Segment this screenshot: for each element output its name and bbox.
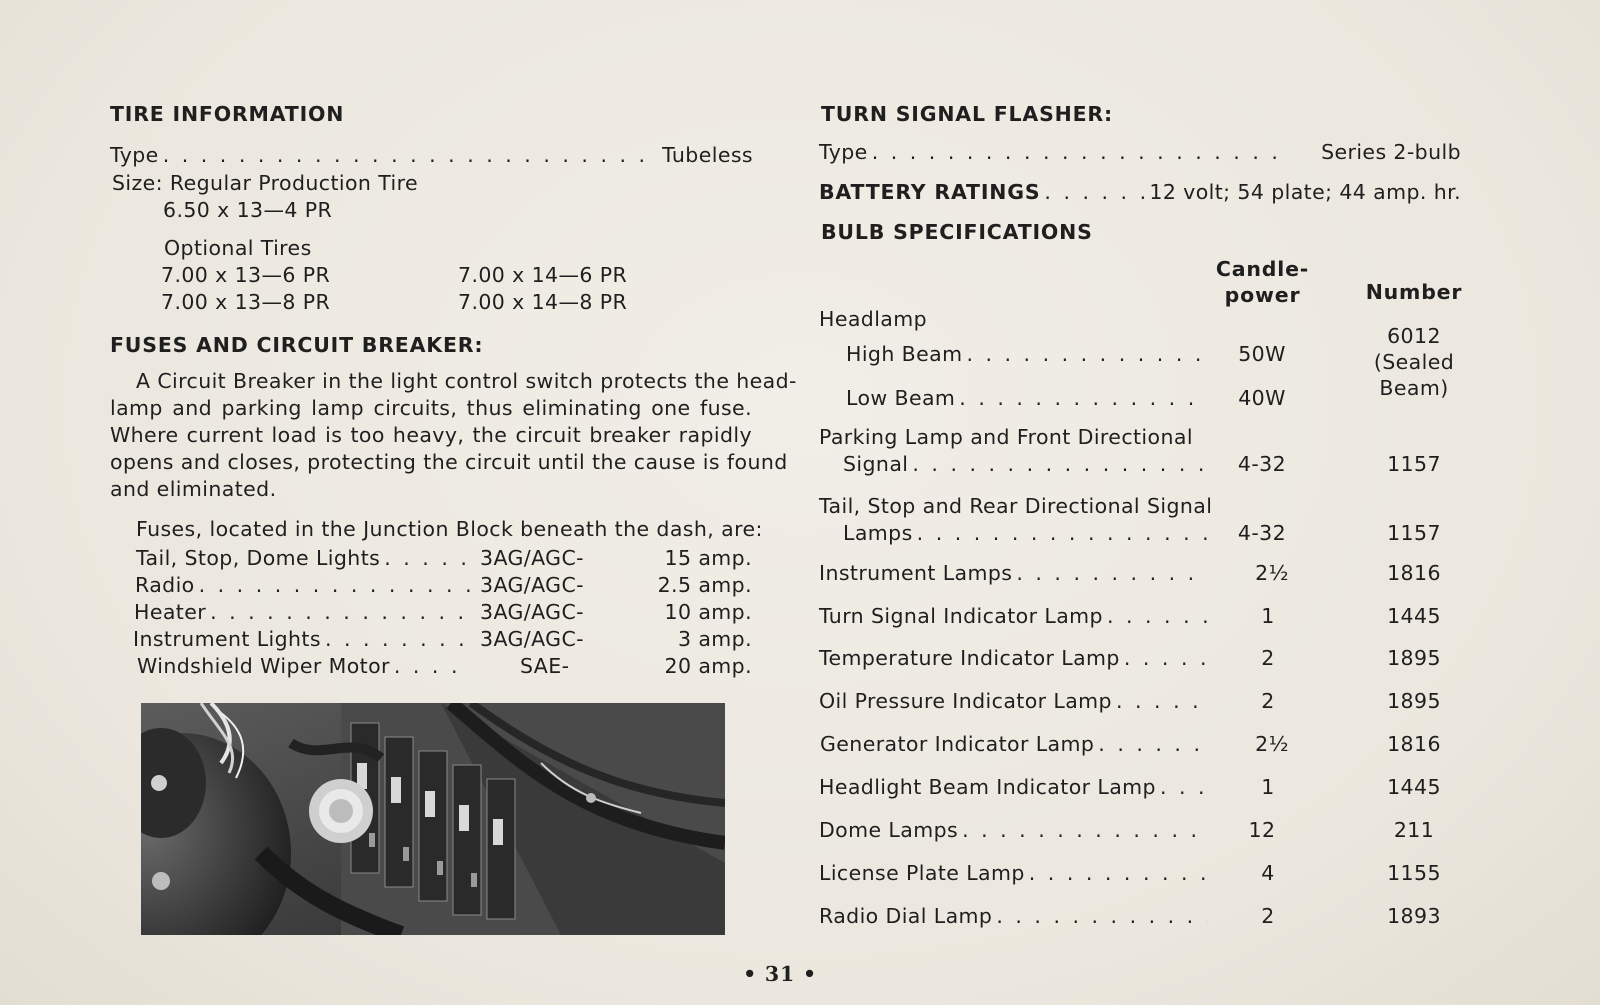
bulb-row: [819, 561, 1212, 585]
fuse-row: [134, 600, 476, 624]
fuse-row: [136, 546, 476, 570]
bulb-number: 211: [1393, 818, 1435, 842]
fuse-row: [135, 573, 476, 597]
bulb-cp: 40W: [1238, 386, 1286, 410]
leader-dots: [872, 140, 1291, 164]
headlamp-number-line-2: (Sealed: [1373, 350, 1455, 374]
bulb-cp: 2½: [1255, 561, 1289, 585]
leader-dots: [912, 452, 1208, 476]
fuses-para-line-3: Where current load is too heavy, the circuit breaker rapidly: [110, 423, 752, 447]
fuse-rating: 2.5 amp.: [657, 573, 752, 597]
leader-dots: [163, 143, 658, 167]
leader-dots: [1160, 775, 1208, 799]
fuse-type: 3AG/AGC-: [480, 546, 584, 570]
bulb-row: [819, 818, 1212, 842]
bulb-row-tail: [843, 521, 1212, 545]
headlamp-label: Headlamp: [819, 307, 928, 331]
leader-dots: [962, 818, 1208, 842]
fuses-para-line-1: A Circuit Breaker in the light control switch protects the head-: [136, 369, 797, 393]
bulb-row: [819, 604, 1212, 628]
bulb-number: 1157: [1387, 452, 1441, 476]
bulb-cp: 1: [1261, 604, 1275, 628]
tire-type-label: Type: [110, 143, 159, 167]
headlamp-number-line-3: Beam): [1379, 376, 1449, 400]
bulb-row: [819, 775, 1212, 799]
bulb-cp: 4-32: [1237, 521, 1287, 545]
leader-dots: [1016, 561, 1208, 585]
fuse-name: Radio: [135, 573, 195, 597]
tire-optional-4: 7.00 x 14—8 PR: [458, 290, 628, 314]
bulb-row: [819, 689, 1212, 713]
junction-block-illustration: [141, 703, 725, 935]
bulbs-heading: BULB SPECIFICATIONS: [821, 220, 1093, 244]
bulb-cp: 2½: [1255, 732, 1289, 756]
bulb-cp: 2: [1261, 904, 1275, 928]
leader-dots: [1044, 180, 1145, 204]
tire-optional-label: Optional Tires: [164, 236, 312, 260]
tire-size-label: Size: Regular Production Tire: [112, 171, 419, 195]
bulb-cp: 1: [1261, 775, 1275, 799]
tire-optional-3: 7.00 x 13—8 PR: [161, 290, 331, 314]
col-candlepower: [1205, 256, 1320, 308]
leader-dots: [1107, 604, 1208, 628]
bulb-name: Signal: [843, 452, 909, 476]
bulb-row-low-beam: [846, 386, 1212, 410]
bulb-name: Oil Pressure Indicator Lamp: [819, 689, 1112, 713]
fuse-type: 3AG/AGC-: [480, 627, 584, 651]
tire-regular-size: 6.50 x 13—4 PR: [163, 198, 333, 222]
flasher-type-row: [819, 140, 1461, 164]
fuse-name: Windshield Wiper Motor: [137, 654, 390, 678]
parking-line-1: Parking Lamp and Front Directional: [819, 425, 1193, 449]
bulb-cp: 50W: [1238, 342, 1286, 366]
bulb-cp: 4: [1261, 861, 1275, 885]
bulb-name: Dome Lamps: [819, 818, 959, 842]
tire-optional-2: 7.00 x 14—6 PR: [458, 263, 628, 287]
fuse-name: Instrument Lights: [133, 627, 321, 651]
fuses-para-line-2: lamp and parking lamp circuits, thus eliminating one fuse.: [110, 396, 752, 420]
col-number: Number: [1365, 280, 1463, 304]
fuse-row: [133, 627, 476, 651]
col-candlepower-line-1: Candle-: [1215, 257, 1310, 281]
bulb-name: Low Beam: [846, 386, 956, 410]
bulb-cp: 12: [1248, 818, 1276, 842]
headlamp-number: [1360, 323, 1468, 401]
bulb-row-high-beam: [846, 342, 1212, 366]
bulb-name: Turn Signal Indicator Lamp: [819, 604, 1103, 628]
bulb-name: Generator Indicator Lamp: [820, 732, 1095, 756]
fuses-intro: Fuses, located in the Junction Block beneath the dash, are:: [136, 517, 763, 541]
flasher-type-value: Series 2-bulb: [1321, 140, 1461, 164]
bulb-cp: 4-32: [1237, 452, 1287, 476]
bulb-name: Instrument Lamps: [819, 561, 1013, 585]
fuses-heading: FUSES AND CIRCUIT BREAKER:: [110, 333, 484, 357]
leader-dots: [917, 521, 1208, 545]
bulb-cp: 2: [1261, 689, 1275, 713]
bulb-row: [819, 646, 1212, 670]
fuse-type: 3AG/AGC-: [480, 573, 584, 597]
bulb-name: License Plate Lamp: [819, 861, 1025, 885]
bulb-row-parking: [843, 452, 1212, 476]
fuses-para-line-5: and eliminated.: [110, 477, 277, 501]
bulb-row: [819, 861, 1212, 885]
col-candlepower-line-2: power: [1224, 283, 1301, 307]
leader-dots: [325, 627, 472, 651]
fuse-row: [137, 654, 472, 678]
bulb-number: 1895: [1387, 646, 1441, 670]
bulb-name: Radio Dial Lamp: [819, 904, 993, 928]
fuse-type: 3AG/AGC-: [480, 600, 584, 624]
fuse-rating: 20 amp.: [664, 654, 752, 678]
leader-dots: [966, 342, 1208, 366]
fuse-rating: 3 amp.: [677, 627, 752, 651]
battery-value: 12 volt; 54 plate; 44 amp. hr.: [1149, 180, 1461, 204]
leader-dots: [1029, 861, 1208, 885]
fuse-name: Heater: [134, 600, 207, 624]
bulb-number: 1895: [1387, 689, 1441, 713]
headlamp-number-line-1: 6012: [1387, 324, 1441, 348]
fuse-rating: 10 amp.: [664, 600, 752, 624]
bulb-number: 1155: [1387, 861, 1441, 885]
leader-dots: [1116, 689, 1208, 713]
bulb-number: 1816: [1387, 732, 1441, 756]
bulb-name: Lamps: [843, 521, 913, 545]
bulb-number: 1445: [1387, 604, 1441, 628]
tire-heading: TIRE INFORMATION: [110, 102, 345, 126]
tire-type-value: Tubeless: [662, 143, 753, 167]
bulb-number: 1157: [1387, 521, 1441, 545]
bulb-number: 1445: [1387, 775, 1441, 799]
bulb-name: Temperature Indicator Lamp: [819, 646, 1120, 670]
battery-row: [819, 180, 1461, 204]
leader-dots: [384, 546, 472, 570]
fuses-para-line-4: opens and closes, protecting the circuit until the cause is found: [110, 450, 788, 474]
bulb-row: [819, 904, 1212, 928]
bulb-name: Headlight Beam Indicator Lamp: [819, 775, 1156, 799]
tire-type-row: [110, 143, 753, 167]
bulb-cp: 2: [1261, 646, 1275, 670]
bulb-number: 1893: [1387, 904, 1441, 928]
leader-dots: [394, 654, 468, 678]
page-number: • 31 •: [743, 962, 817, 986]
leader-dots: [1124, 646, 1208, 670]
leader-dots: [199, 573, 472, 597]
fuse-type: SAE-: [520, 654, 570, 678]
flasher-heading: TURN SIGNAL FLASHER:: [821, 102, 1113, 126]
fuse-name: Tail, Stop, Dome Lights: [136, 546, 381, 570]
leader-dots: [210, 600, 472, 624]
junction-block-photo: [141, 703, 725, 935]
flasher-type-label: Type: [819, 140, 868, 164]
tail-line-1: Tail, Stop and Rear Directional Signal: [819, 494, 1213, 518]
bulb-number: 1816: [1387, 561, 1441, 585]
leader-dots: [959, 386, 1208, 410]
leader-dots: [996, 904, 1208, 928]
tire-optional-1: 7.00 x 13—6 PR: [161, 263, 331, 287]
bulb-name: High Beam: [846, 342, 963, 366]
battery-heading: BATTERY RATINGS: [819, 180, 1041, 204]
bulb-row: [820, 732, 1212, 756]
leader-dots: [1098, 732, 1208, 756]
fuse-rating: 15 amp.: [664, 546, 752, 570]
